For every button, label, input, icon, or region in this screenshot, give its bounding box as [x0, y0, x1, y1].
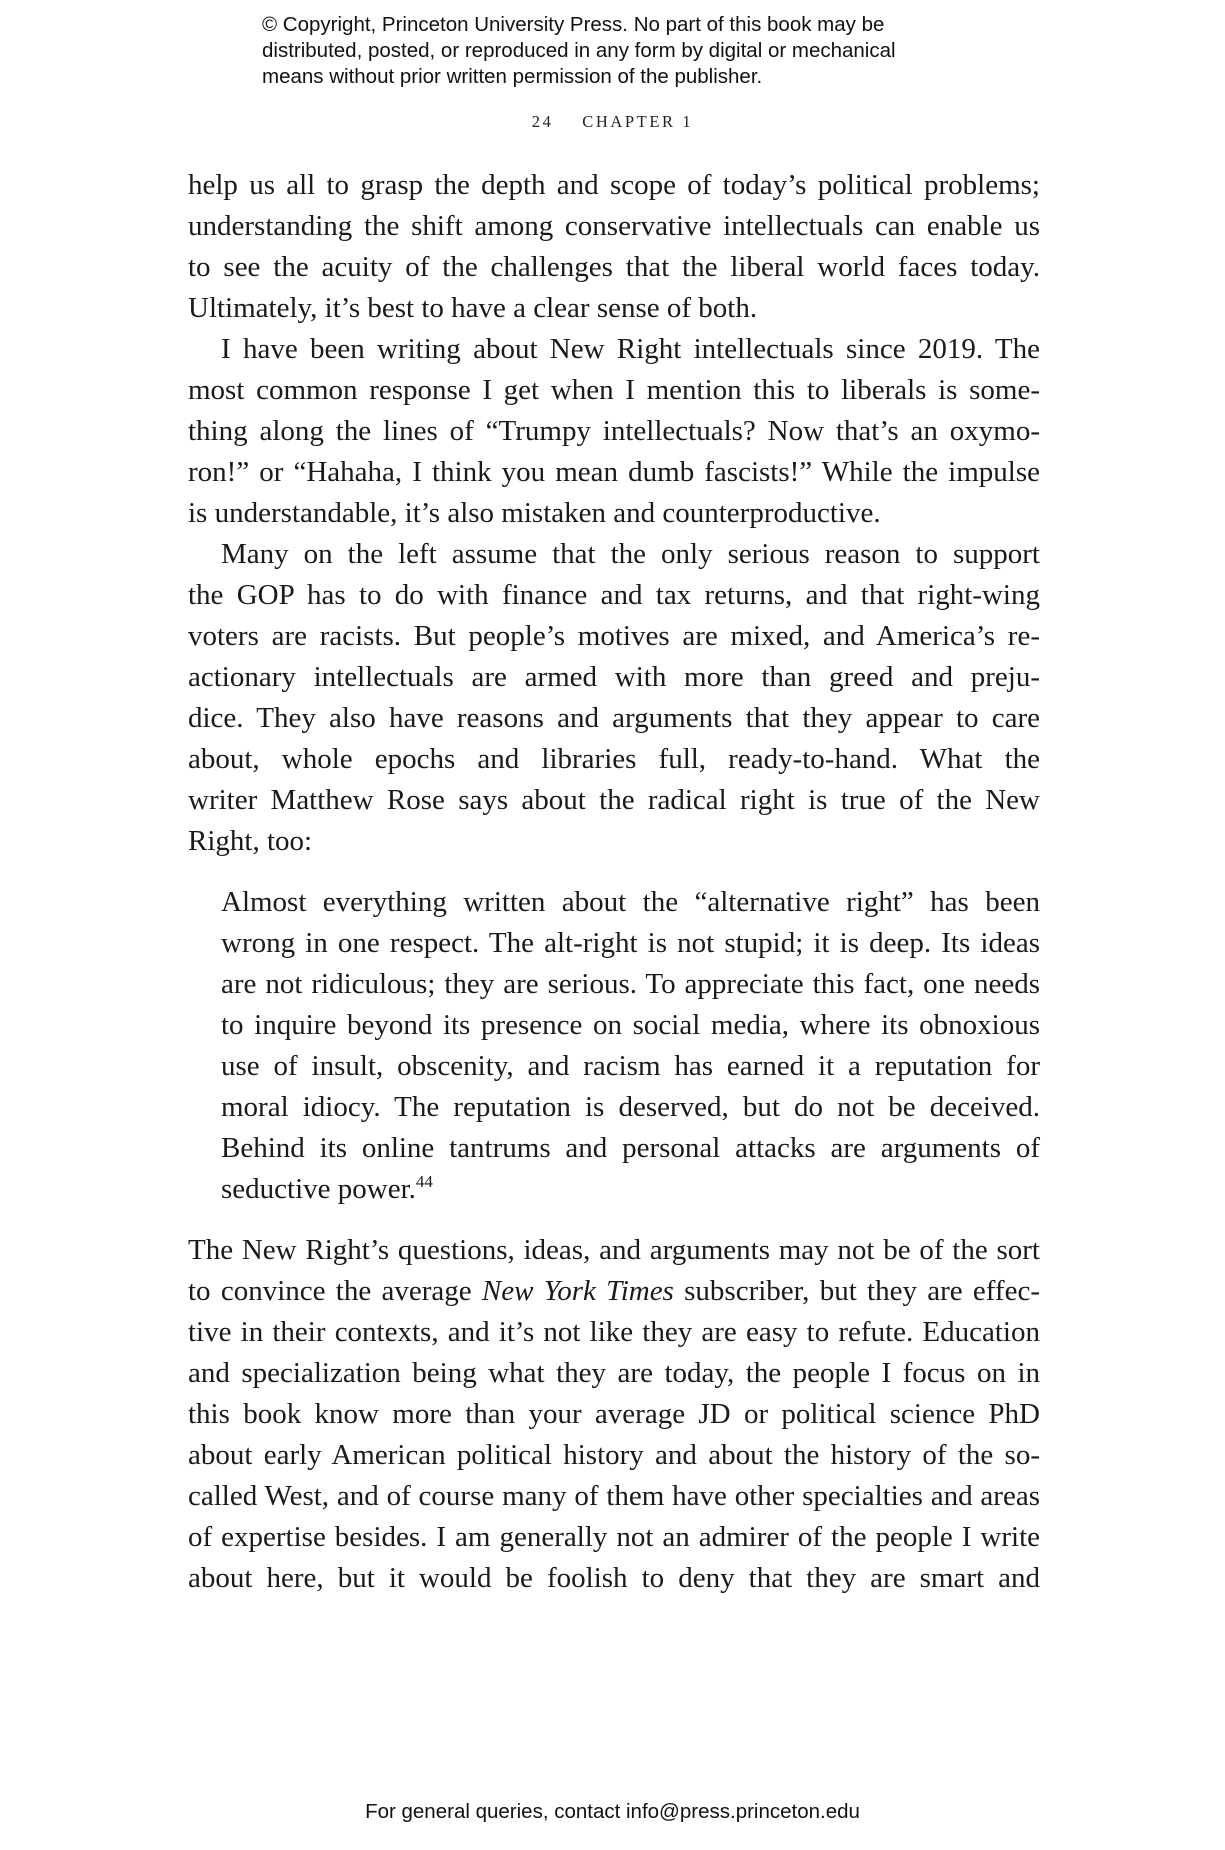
text-line: voters are racists. But people’s motives are mixed, and America’s re- [188, 620, 1040, 652]
text-line: Ultimately, it’s best to have a clear sense of both. [188, 292, 758, 324]
text-line: is understandable, it’s also mistaken and counterproductive. [188, 497, 881, 529]
quote-last-text: seductive power. [221, 1173, 416, 1205]
copyright-notice [262, 12, 1022, 90]
paragraph [188, 534, 1040, 862]
text-line [188, 1271, 1040, 1312]
copyright-line: distributed, posted, or reproduced in any form by digital or mechanical [262, 39, 896, 62]
text-line: Behind its online tantrums and personal attacks are arguments of [221, 1132, 1040, 1164]
text-segment: to convince the average [188, 1275, 482, 1307]
copyright-line: © Copyright, Princeton University Press. No part of this book may be [262, 13, 885, 36]
publication-title: New York Times [481, 1275, 674, 1307]
text-line: are not ridiculous; they are serious. To appreciate this fact, one needs [221, 968, 1040, 1000]
text-line: Many on the left assume that the only serious reason to support [221, 538, 1040, 570]
quote-paragraph [221, 882, 1040, 1210]
text-line: this book know more than your average JD or political science PhD [188, 1398, 1040, 1430]
text-line: I have been writing about New Right intellectuals since 2019. The [221, 333, 1040, 365]
text-line: to see the acuity of the challenges that the liberal world faces today. [188, 251, 1040, 283]
text-line: to inquire beyond its presence on social media, where its obnoxious [221, 1009, 1040, 1041]
text-line: The New Right’s questions, ideas, and arguments may not be of the sort [188, 1234, 1040, 1266]
text-line: actionary intellectuals are armed with more than greed and preju- [188, 661, 1040, 693]
text-line: wrong in one respect. The alt-right is not stupid; it is deep. Its ideas [221, 927, 1040, 959]
text-line: about early American political history and about the history of the so- [188, 1439, 1040, 1471]
text-segment: subscriber, but they are effec- [673, 1275, 1040, 1307]
page-number: 24 [531, 112, 554, 131]
block-quote [221, 882, 1040, 1210]
text-line: writer Matthew Rose says about the radical right is true of the New [188, 784, 1040, 816]
text-line: called West, and of course many of them have other specialties and areas [188, 1480, 1040, 1512]
running-head [0, 112, 1225, 132]
text-line: help us all to grasp the depth and scope of today’s political problems; [188, 169, 1040, 201]
paragraph [188, 165, 1040, 329]
footer-contact: For general queries, contact info@press.princeton.edu [365, 1800, 860, 1823]
body-text [188, 165, 1040, 1599]
text-line: dice. They also have reasons and arguments that they appear to care [188, 702, 1040, 734]
paragraph [188, 1230, 1040, 1599]
text-line: tive in their contexts, and it’s not like they are easy to refute. Education [188, 1316, 1040, 1348]
text-line [221, 1169, 1040, 1210]
text-line: and specialization being what they are today, the people I focus on in [188, 1357, 1040, 1389]
text-line: about here, but it would be foolish to deny that they are smart and [188, 1562, 1040, 1594]
text-line: Right, too: [188, 825, 313, 857]
text-line: Almost everything written about the “alternative right” has been [221, 886, 1040, 918]
chapter-label: CHAPTER 1 [582, 112, 694, 131]
paragraph [188, 329, 1040, 534]
text-line: ron!” or “Hahaha, I think you mean dumb fascists!” While the impulse [188, 456, 1040, 488]
copyright-line: means without prior written permission of the publisher. [262, 65, 763, 88]
text-line: moral idiocy. The reputation is deserved, but do not be deceived. [221, 1091, 1040, 1123]
text-line: of expertise besides. I am generally not an admirer of the people I write [188, 1521, 1040, 1553]
text-line: the GOP has to do with finance and tax returns, and that right-wing [188, 579, 1040, 611]
text-line: most common response I get when I mention this to liberals is some- [188, 374, 1040, 406]
text-line: use of insult, obscenity, and racism has earned it a reputation for [221, 1050, 1040, 1082]
footnote-marker[interactable]: 44 [415, 1172, 433, 1191]
text-line: thing along the lines of “Trumpy intellectuals? Now that’s an oxymo- [188, 415, 1040, 447]
text-line: about, whole epochs and libraries full, ready-to-hand. What the [188, 743, 1040, 775]
text-line: understanding the shift among conservative intellectuals can enable us [188, 210, 1040, 242]
